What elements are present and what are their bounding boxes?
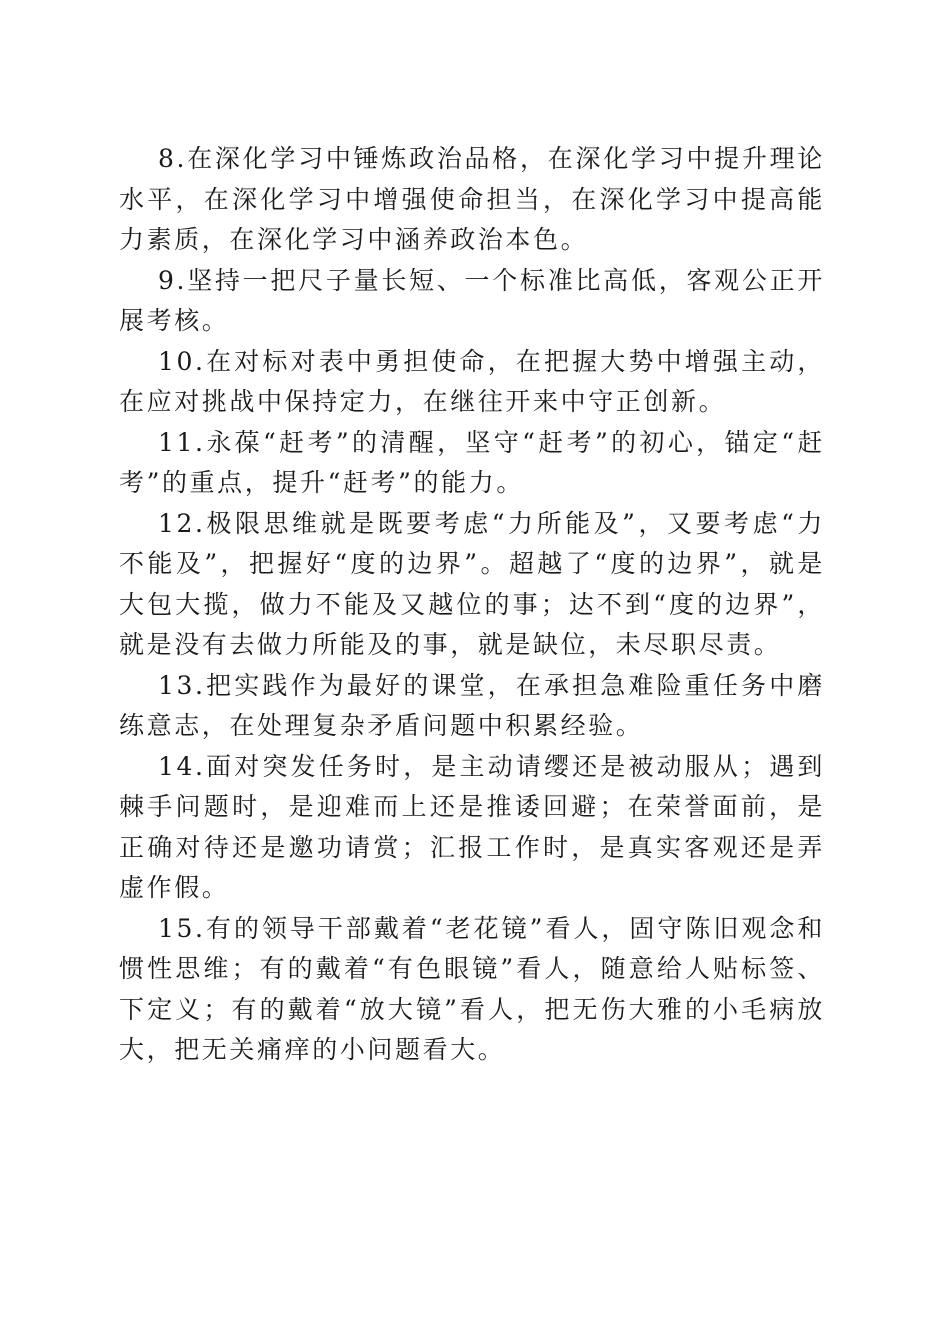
- paragraph-13: 13.把实践作为最好的课堂，在承担急难险重任务中磨练意志，在处理复杂矛盾问题中积累经验。: [119, 670, 825, 740]
- paragraph-14: 14.面对突发任务时，是主动请缨还是被动服从；遇到棘手问题时，是迎难而上还是推诿回避；在荣誉面前，是正确对待还是邀功请赏；汇报工作时，是真实客观还是弄虚作假。: [119, 751, 825, 902]
- paragraph-11: 11.永葆“赶考”的清醒，坚守“赶考”的初心，锚定“赶考”的重点，提升“赶考”的能力。: [119, 427, 825, 497]
- document-body: [119, 139, 825, 1071]
- paragraph-10: 10.在对标对表中勇担使命，在把握大势中增强主动，在应对挑战中保持定力，在继往开来中守正创新。: [119, 346, 825, 416]
- paragraph-12: 12.极限思维就是既要考虑“力所能及”，又要考虑“力不能及”，把握好“度的边界”。超越了“度的边界”，就是大包大揽，做力不能及又越位的事；达不到“度的边界”，就是没有去做力所能及的事，就是缺位，未尽职尽责。: [119, 508, 825, 659]
- paragraph-9: 9.坚持一把尺子量长短、一个标准比高低，客观公正开展考核。: [119, 265, 825, 335]
- paragraph-15: 15.有的领导干部戴着“老花镜”看人，固守陈旧观念和惯性思维；有的戴着“有色眼镜”看人，随意给人贴标签、下定义；有的戴着“放大镜”看人，把无伤大雅的小毛病放大，把无关痛痒的小问题看大。: [119, 913, 825, 1064]
- paragraph-8: 8.在深化学习中锤炼政治品格，在深化学习中提升理论水平，在深化学习中增强使命担当，在深化学习中提高能力素质，在深化学习中涵养政治本色。: [119, 144, 825, 254]
